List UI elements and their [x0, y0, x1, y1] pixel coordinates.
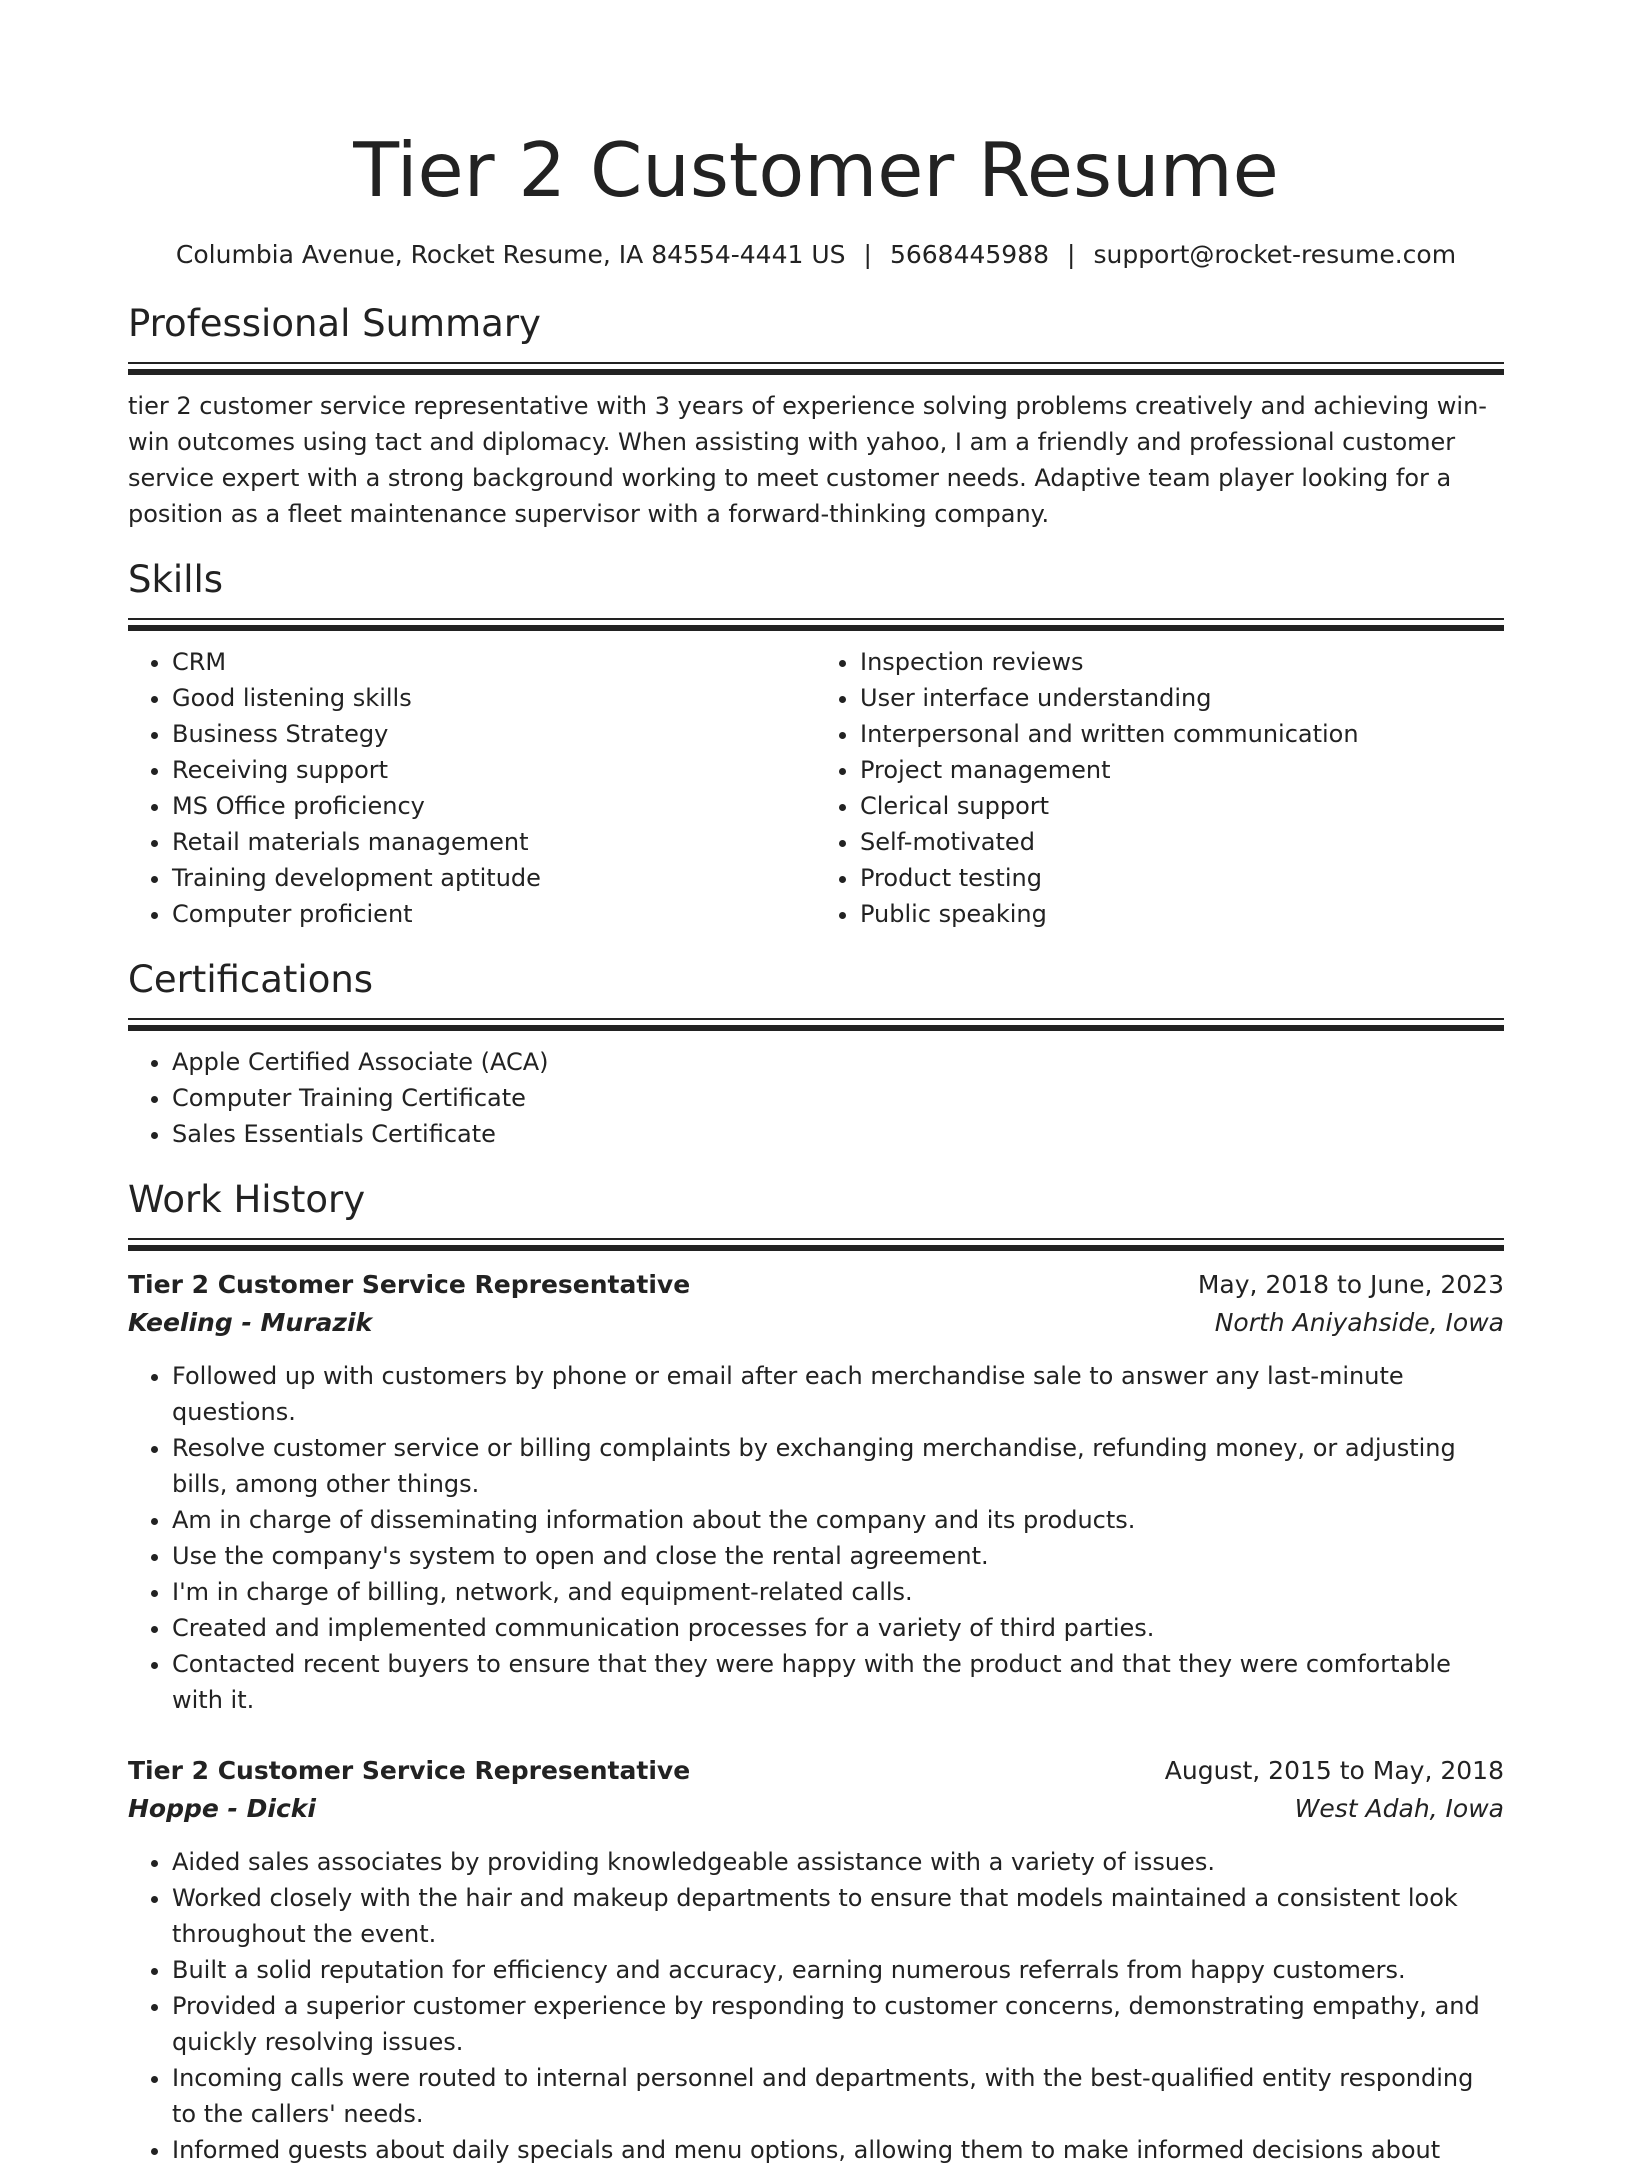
certifications-list — [128, 1044, 1504, 1152]
skill-item: • CRM — [172, 644, 816, 680]
job-dates: August, 2015 to May, 2018 — [1164, 1756, 1504, 1785]
job-bullet: • Provided a superior customer experience by responding to customer concerns, demonstrating empathy, and quickly resolving issues. — [172, 1988, 1504, 2060]
skill-item: • Product testing — [860, 860, 1504, 896]
skill-item: • Clerical support — [860, 788, 1504, 824]
resume-title: Tier 2 Customer Resume — [353, 126, 1279, 214]
certification-item: • Computer Training Certificate — [172, 1080, 1504, 1116]
job-subheader — [128, 1790, 1504, 1828]
summary-text: tier 2 customer service representative with 3 years of experience solving problems creatively and achieving win-win outcomes using tact and diplomacy. When assisting with yahoo, I am a friendly and professional customer service expert with a strong background working to meet customer needs. Adaptive team player looking for a position as a fleet maintenance supervisor with a forward-thinking company. — [128, 392, 1487, 528]
section-heading-skills: Skills — [128, 558, 224, 601]
skill-item: • MS Office proficiency — [172, 788, 816, 824]
skill-item: • Project management — [860, 752, 1504, 788]
job-entry — [128, 1752, 1504, 2168]
job-bullet: • Use the company's system to open and close the rental agreement. — [172, 1538, 1504, 1574]
skill-item: • Self-motivated — [860, 824, 1504, 860]
contact-separator: | — [863, 240, 872, 269]
section-divider — [128, 618, 1504, 632]
section-heading-work-history: Work History — [128, 1178, 366, 1221]
skill-item: • Receiving support — [172, 752, 816, 788]
skill-item: • Interpersonal and written communication — [860, 716, 1504, 752]
skill-item: • Business Strategy — [172, 716, 816, 752]
job-bullet: • Aided sales associates by providing knowledgeable assistance with a variety of issues. — [172, 1844, 1504, 1880]
job-company: Hoppe - Dicki — [128, 1794, 316, 1823]
job-bullet: • Built a solid reputation for efficiency and accuracy, earning numerous referrals from happy customers. — [172, 1952, 1504, 1988]
job-bullet: • Am in charge of disseminating information about the company and its products. — [172, 1502, 1504, 1538]
section-divider — [128, 1018, 1504, 1032]
summary-section — [128, 300, 1504, 532]
work-history-section — [128, 1176, 1504, 2168]
skill-item: • Training development aptitude — [172, 860, 816, 896]
job-bullet: • Informed guests about daily specials and menu options, allowing them to make informed decisions about — [172, 2132, 1504, 2168]
job-bullets — [128, 1844, 1504, 2168]
section-heading-certifications: Certifications — [128, 958, 374, 1001]
skill-item: • Computer proficient — [172, 896, 816, 932]
contact-phone: 5668445988 — [889, 240, 1050, 269]
job-header — [128, 1266, 1504, 1304]
job-subheader — [128, 1304, 1504, 1342]
job-title: Tier 2 Customer Service Representative — [128, 1756, 691, 1785]
job-bullet: • Incoming calls were routed to internal personnel and departments, with the best-qualified entity responding to the callers' needs. — [172, 2060, 1504, 2132]
job-bullet: • Resolve customer service or billing complaints by exchanging merchandise, refunding money, or adjusting bills, among other things. — [172, 1430, 1504, 1502]
section-divider — [128, 1238, 1504, 1252]
contact-separator: | — [1067, 240, 1076, 269]
job-title: Tier 2 Customer Service Representative — [128, 1270, 691, 1299]
job-bullet: • Followed up with customers by phone or email after each merchandise sale to answer any last-minute questions. — [172, 1358, 1504, 1430]
skill-item: • Inspection reviews — [860, 644, 1504, 680]
contact-address: Columbia Avenue, Rocket Resume, IA 84554-4441 US — [175, 240, 846, 269]
skill-item: • User interface understanding — [860, 680, 1504, 716]
certification-item: • Sales Essentials Certificate — [172, 1116, 1504, 1152]
skills-section — [128, 556, 1504, 932]
skill-item: • Public speaking — [860, 896, 1504, 932]
job-bullet: • Contacted recent buyers to ensure that they were happy with the product and that they were comfortable with it. — [172, 1646, 1504, 1718]
skills-list-left — [128, 644, 816, 932]
job-location: North Aniyahside, Iowa — [1214, 1308, 1504, 1337]
skill-item: • Good listening skills — [172, 680, 816, 716]
contact-email: support@rocket-resume.com — [1093, 240, 1457, 269]
skills-columns — [128, 644, 1504, 932]
job-header — [128, 1752, 1504, 1790]
job-company: Keeling - Murazik — [128, 1308, 373, 1337]
job-location: West Adah, Iowa — [1294, 1794, 1504, 1823]
section-heading-summary: Professional Summary — [128, 302, 541, 345]
job-bullet: • Created and implemented communication processes for a variety of third parties. — [172, 1610, 1504, 1646]
skill-item: • Retail materials management — [172, 824, 816, 860]
skills-list-right — [816, 644, 1504, 932]
section-divider — [128, 362, 1504, 376]
job-bullet: • I'm in charge of billing, network, and equipment-related calls. — [172, 1574, 1504, 1610]
certification-item: • Apple Certified Associate (ACA) — [172, 1044, 1504, 1080]
job-bullet: • Worked closely with the hair and makeup departments to ensure that models maintained a consistent look throughout the event. — [172, 1880, 1504, 1952]
job-entry — [128, 1266, 1504, 1718]
certifications-section — [128, 956, 1504, 1152]
job-dates: May, 2018 to June, 2023 — [1197, 1270, 1504, 1299]
resume-page — [128, 0, 1504, 2168]
contact-line — [128, 238, 1504, 272]
job-bullets — [128, 1358, 1504, 1718]
